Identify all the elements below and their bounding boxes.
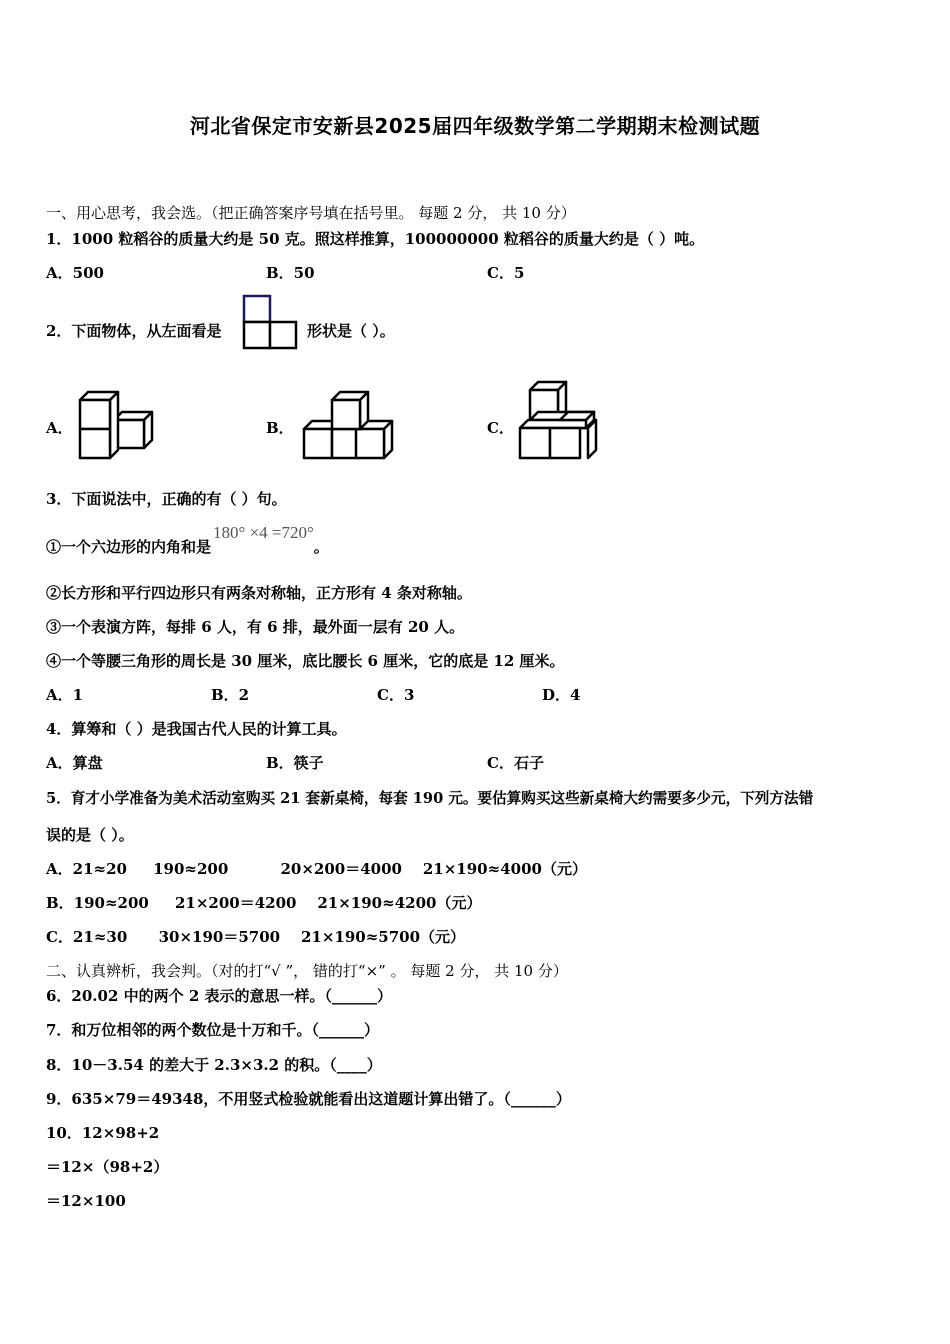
q1-option-b: B．50 — [266, 264, 315, 282]
page-title: 河北省保定市安新县2025届四年级数学第二学期期末检测试题 — [189, 114, 761, 138]
question-10-line-1: 10．12×98+2 — [46, 1124, 160, 1142]
q4-option-a: A．算盘 — [46, 754, 103, 772]
statement-1-prefix: ①一个六边形的内角和是 — [46, 538, 212, 556]
q1-option-a: A．500 — [46, 264, 104, 282]
q5-option-c: C．21≈30 30×190＝5700 21×190≈5700（元） — [46, 928, 466, 946]
q4-option-b: B．筷子 — [266, 754, 324, 772]
question-10-line-3: ＝12×100 — [46, 1192, 126, 1210]
question-10-line-2: ＝12×（98+2） — [46, 1158, 169, 1176]
section-2-heading: 二、认真辨析，我会判。（对的打“√ ”， 错的打“×” 。 每题 2 分， 共 10 分） — [46, 962, 568, 980]
q5-option-b: B．190≈200 21×200＝4200 21×190≈4200（元） — [46, 894, 482, 912]
q3-option-c: C．3 — [377, 686, 415, 704]
question-3: 3．下面说法中，正确的有（ ）句。 — [46, 490, 287, 508]
question-2-prefix: 2．下面物体，从左面看是 — [46, 322, 222, 340]
statement-1-suffix: 。 — [313, 538, 329, 556]
q2-option-c-label: C． — [487, 419, 514, 437]
question-7: 7．和万位相邻的两个数位是十万和千。（______） — [46, 1021, 379, 1039]
question-5-line-2: 误的是（ ）。 — [46, 826, 134, 844]
section-1-heading: 一、用心思考，我会选。（把正确答案序号填在括号里。 每题 2 分， 共 10 分） — [46, 204, 576, 222]
q4-option-c: C．石子 — [487, 754, 544, 772]
q5-option-a: A．21≈20 190≈200 20×200＝4000 21×190≈4000（元） — [46, 860, 587, 878]
question-5-line-1: 5．育才小学准备为美术活动室购买 21 套新桌椅，每套 190 元。要估算购买这些新桌椅大约需要多少元，下列方法错 — [46, 790, 814, 807]
q3-option-a: A．1 — [46, 686, 84, 704]
question-4: 4．算筹和（ ）是我国古代人民的计算工具。 — [46, 720, 347, 738]
question-3-statement-2: ②长方形和平行四边形只有两条对称轴，正方形有 4 条对称轴。 — [46, 584, 472, 602]
question-1: 1．1000 粒稻谷的质量大约是 50 克。照这样推算，100000000 粒稻谷的质量大约是（ ）吨。 — [46, 230, 705, 248]
question-3-statement-1 — [46, 523, 329, 557]
question-3-statement-4: ④一个等腰三角形的周长是 30 厘米，底比腰长 6 厘米，它的底是 12 厘米。 — [46, 652, 565, 670]
q3-option-b: B．2 — [211, 686, 250, 704]
q2-option-b-cubes-figure — [300, 388, 400, 464]
question-6: 6．20.02 中的两个 2 表示的意思一样。（______） — [46, 987, 393, 1005]
q2-option-c-cubes-figure — [516, 378, 598, 464]
question-2-suffix: 形状是（ ）。 — [307, 322, 395, 340]
q3-option-d: D．4 — [542, 686, 581, 704]
q2-option-a-cubes-figure — [76, 388, 156, 464]
question-3-statement-3: ③一个表演方阵，每排 6 人，有 6 排，最外面一层有 20 人。 — [46, 618, 465, 636]
q2-option-a-label: A． — [46, 419, 73, 437]
question-8: 8．10－3.54 的差大于 2.3×3.2 的积。（____） — [46, 1056, 382, 1074]
q2-option-b-label: B． — [266, 419, 294, 437]
left-view-shape-figure — [242, 294, 300, 352]
interior-angle-formula: 180° ×4 =720° — [213, 523, 314, 542]
q1-option-c: C．5 — [487, 264, 525, 282]
question-9: 9．635×79＝49348，不用竖式检验就能看出这道题计算出错了。（______） — [46, 1090, 571, 1108]
